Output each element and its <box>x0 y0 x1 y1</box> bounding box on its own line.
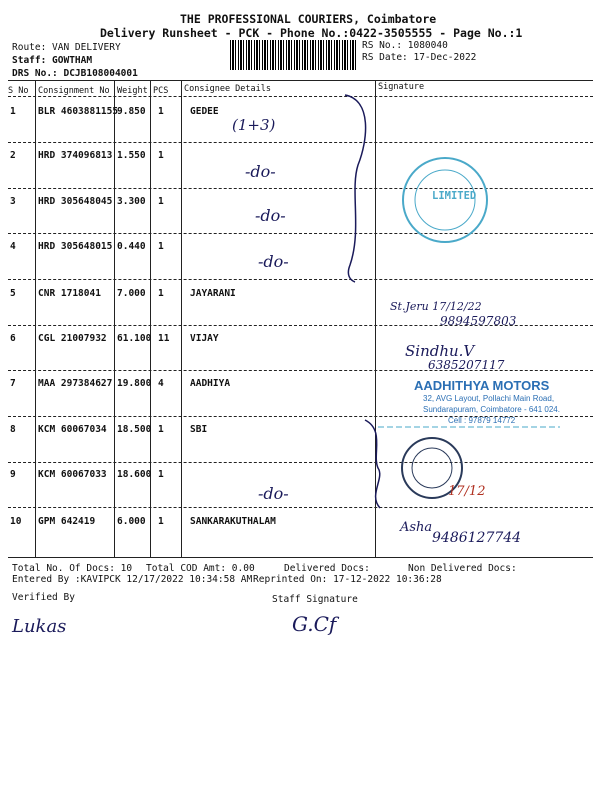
row-weight: 18.500 <box>117 424 152 435</box>
row5-phone: 9894597803 <box>440 314 517 328</box>
row-consignment: HRD 305648015 <box>38 241 113 252</box>
row5-signature: St.Jeru 17/12/22 <box>390 300 482 313</box>
row-sno: 9 <box>10 469 16 480</box>
handwritten-do: -do- <box>245 162 276 181</box>
row-consignment: GPM 642419 <box>38 516 96 527</box>
row-sno: 5 <box>10 288 16 299</box>
row-consignee: AADHIYA <box>190 378 231 389</box>
row9-date: 17/12 <box>448 484 486 499</box>
row-consignee: SBI <box>190 424 208 435</box>
col-consignee: Consignee Details <box>184 84 271 94</box>
entered-by: Entered By :KAVIPCK 12/17/2022 10:34:58 AM <box>12 574 253 585</box>
route-label: Route: VAN DELIVERY <box>12 42 121 53</box>
row-pcs: 11 <box>158 333 170 344</box>
row-pcs: 1 <box>158 516 164 527</box>
col-signature: Signature <box>378 82 425 92</box>
row-consignment: KCM 60067034 <box>38 424 107 435</box>
col-consignment: Consignment No <box>38 86 110 96</box>
drs-label: DRS No.: DCJB108004001 <box>12 68 138 79</box>
row10-phone: 9486127744 <box>432 530 522 546</box>
row-consignment: KCM 60067033 <box>38 469 107 480</box>
row-consignee: JAYARANI <box>190 288 236 299</box>
motors-stamp-name: AADHITHYA MOTORS <box>414 378 550 393</box>
row-pcs: 4 <box>158 378 164 389</box>
non-delivered-docs: Non Delivered Docs: <box>408 563 517 574</box>
row-sno: 3 <box>10 196 16 207</box>
handwritten-bracket <box>345 95 366 282</box>
row-sno: 7 <box>10 378 16 389</box>
row-consignment: HRD 374096813 <box>38 150 113 161</box>
motors-stamp-address1: 32, AVG Layout, Pollachi Main Road, <box>423 394 555 403</box>
motors-stamp-address2: Sundarapuram, Coimbatore - 641 024. <box>423 405 560 414</box>
row-sno: 4 <box>10 241 16 252</box>
verified-by-label: Verified By <box>12 592 75 603</box>
row-pcs: 1 <box>158 106 164 117</box>
row-sno: 8 <box>10 424 16 435</box>
row-pcs: 1 <box>158 288 164 299</box>
col-sno: S No <box>8 86 29 96</box>
row-pcs: 1 <box>158 241 164 252</box>
row-sno: 6 <box>10 333 16 344</box>
row-pcs: 1 <box>158 196 164 207</box>
total-cod: Total COD Amt: 0.00 <box>146 563 255 574</box>
row-consignee: SANKARAKUTHALAM <box>190 516 276 527</box>
row-weight: 18.600 <box>117 469 152 480</box>
row-weight: 19.800 <box>117 378 152 389</box>
round-stamp-inner <box>412 448 452 488</box>
round-stamp-text: LIMITED <box>432 190 477 202</box>
motors-stamp-cell: Cell : 97879 14772 <box>448 416 516 425</box>
row-pcs: 1 <box>158 150 164 161</box>
sheet-subtitle: Delivery Runsheet - PCK - Phone No.:0422-3505555 - Page No.:1 <box>100 26 523 40</box>
delivered-docs: Delivered Docs: <box>284 563 370 574</box>
row-consignee: GEDEE <box>190 106 219 117</box>
handwritten-note: (1+3) <box>232 116 276 134</box>
row-consignee: VIJAY <box>190 333 219 344</box>
handwritten-do: -do- <box>258 252 289 271</box>
row-consignment: BLR 4603881155 <box>38 106 119 117</box>
row-consignment: CNR 1718041 <box>38 288 101 299</box>
handwritten-bracket <box>365 420 380 508</box>
row-weight: 3.300 <box>117 196 146 207</box>
row-weight: 1.550 <box>117 150 146 161</box>
col-pcs: PCS <box>153 86 169 96</box>
rs-number: RS No.: 1080040 <box>362 40 448 51</box>
handwritten-do: -do- <box>255 206 286 225</box>
row-weight: 7.000 <box>117 288 146 299</box>
row-sno: 2 <box>10 150 16 161</box>
rs-date: RS Date: 17-Dec-2022 <box>362 52 477 63</box>
row-consignment: HRD 305648045 <box>38 196 113 207</box>
row-pcs: 1 <box>158 424 164 435</box>
row-weight: 6.000 <box>117 516 146 527</box>
staff-label: Staff: GOWTHAM <box>12 55 93 66</box>
reprinted-on: Reprinted On: 17-12-2022 10:36:28 <box>253 574 442 585</box>
row-consignment: CGL 21007932 <box>38 333 107 344</box>
row-sno: 10 <box>10 516 22 527</box>
row-consignment: MAA 297384627 <box>38 378 113 389</box>
row-sno: 1 <box>10 106 16 117</box>
row-weight: 9.850 <box>117 106 146 117</box>
handwritten-do: -do- <box>258 484 289 503</box>
row10-signature: Asha <box>400 520 433 535</box>
staff-signature: G.Cf <box>292 612 337 636</box>
row6-signature: Sindhu.V <box>405 342 475 360</box>
col-weight: Weight <box>117 86 148 96</box>
staff-signature-label: Staff Signature <box>272 594 358 605</box>
sheet-title: THE PROFESSIONAL COURIERS, Coimbatore <box>180 12 437 26</box>
row-pcs: 1 <box>158 469 164 480</box>
row-weight: 61.100 <box>117 333 152 344</box>
verified-signature: Lukas <box>12 616 67 637</box>
row-weight: 0.440 <box>117 241 146 252</box>
total-docs: Total No. Of Docs: 10 <box>12 563 133 574</box>
row6-phone: 6385207117 <box>428 358 505 372</box>
